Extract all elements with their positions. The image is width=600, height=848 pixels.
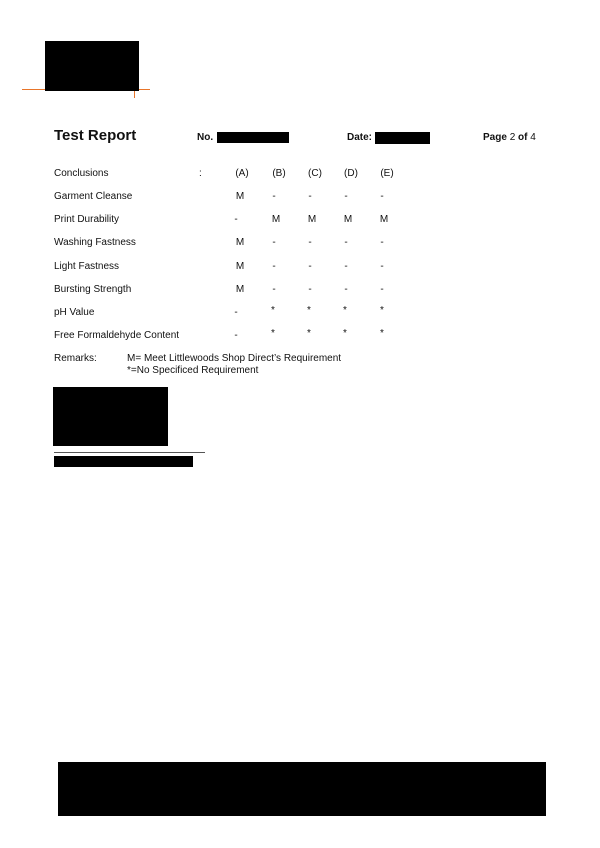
table-cell: - — [380, 284, 384, 295]
table-cell: - — [308, 237, 312, 248]
page-current: 2 — [509, 132, 516, 143]
table-cell: - — [272, 237, 276, 248]
table-cell: - — [380, 261, 384, 272]
table-cell: M — [307, 214, 317, 225]
table-cell: - — [272, 284, 276, 295]
table-cell: - — [308, 191, 312, 202]
table-cell: - — [234, 330, 238, 341]
table-cell: - — [308, 261, 312, 272]
page-indicator — [483, 132, 536, 143]
table-cell: * — [271, 305, 275, 316]
page-total: 4 — [530, 132, 536, 143]
table-cell: M — [235, 237, 245, 248]
table-cell: * — [307, 305, 311, 316]
table-cell: - — [344, 237, 348, 248]
remarks-line-1: M= Meet Littlewoods Shop Direct’s Requirement — [127, 353, 342, 364]
column-header-c: (C) — [308, 168, 322, 179]
table-cell: - — [344, 284, 348, 295]
remarks-label: Remarks: — [54, 353, 97, 364]
column-header-e: (E) — [380, 168, 394, 179]
table-cell: - — [380, 191, 384, 202]
logo-redaction — [45, 41, 139, 91]
row-label-free-formaldehyde: Free Formaldehyde Content — [54, 330, 180, 341]
report-number-label: No. — [197, 132, 214, 143]
column-header-a: (A) — [235, 168, 249, 179]
remarks-line-2: *=No Specificed Requirement — [127, 365, 259, 376]
table-cell: M — [271, 214, 281, 225]
table-cell: M — [235, 284, 245, 295]
table-cell: * — [271, 328, 275, 339]
row-label-washing-fastness: Washing Fastness — [54, 237, 136, 248]
row-label-garment-cleanse: Garment Cleanse — [54, 191, 133, 202]
table-cell: M — [379, 214, 389, 225]
table-cell: * — [343, 305, 347, 316]
table-cell: - — [308, 284, 312, 295]
table-cell: - — [234, 307, 238, 318]
row-label-bursting-strength: Bursting Strength — [54, 284, 132, 295]
date-redaction — [375, 132, 430, 144]
footer-redaction — [58, 762, 546, 816]
table-cell: M — [235, 261, 245, 272]
report-number-redaction — [217, 132, 289, 143]
signature-redaction — [53, 387, 168, 446]
table-cell: M — [343, 214, 353, 225]
signatory-name-redaction — [54, 456, 193, 467]
column-header-d: (D) — [344, 168, 358, 179]
table-cell: - — [272, 261, 276, 272]
column-header-b: (B) — [272, 168, 286, 179]
date-label: Date: — [347, 132, 373, 143]
table-cell: * — [380, 328, 384, 339]
row-label-light-fastness: Light Fastness — [54, 261, 120, 272]
table-cell: - — [380, 237, 384, 248]
table-cell: - — [344, 261, 348, 272]
table-cell: * — [380, 305, 384, 316]
page-title: Test Report — [54, 127, 137, 144]
page-of: of — [518, 132, 528, 143]
conclusions-colon: : — [199, 168, 202, 179]
page-word: Page — [483, 132, 507, 143]
table-cell: * — [307, 328, 311, 339]
table-cell: * — [343, 328, 347, 339]
table-cell: M — [235, 191, 245, 202]
table-cell: - — [344, 191, 348, 202]
signature-line — [54, 452, 205, 453]
row-label-ph-value: pH Value — [54, 307, 95, 318]
table-cell: - — [272, 191, 276, 202]
row-label-print-durability: Print Durability — [54, 214, 120, 225]
table-cell: - — [234, 214, 238, 225]
conclusions-header: Conclusions — [54, 168, 109, 179]
